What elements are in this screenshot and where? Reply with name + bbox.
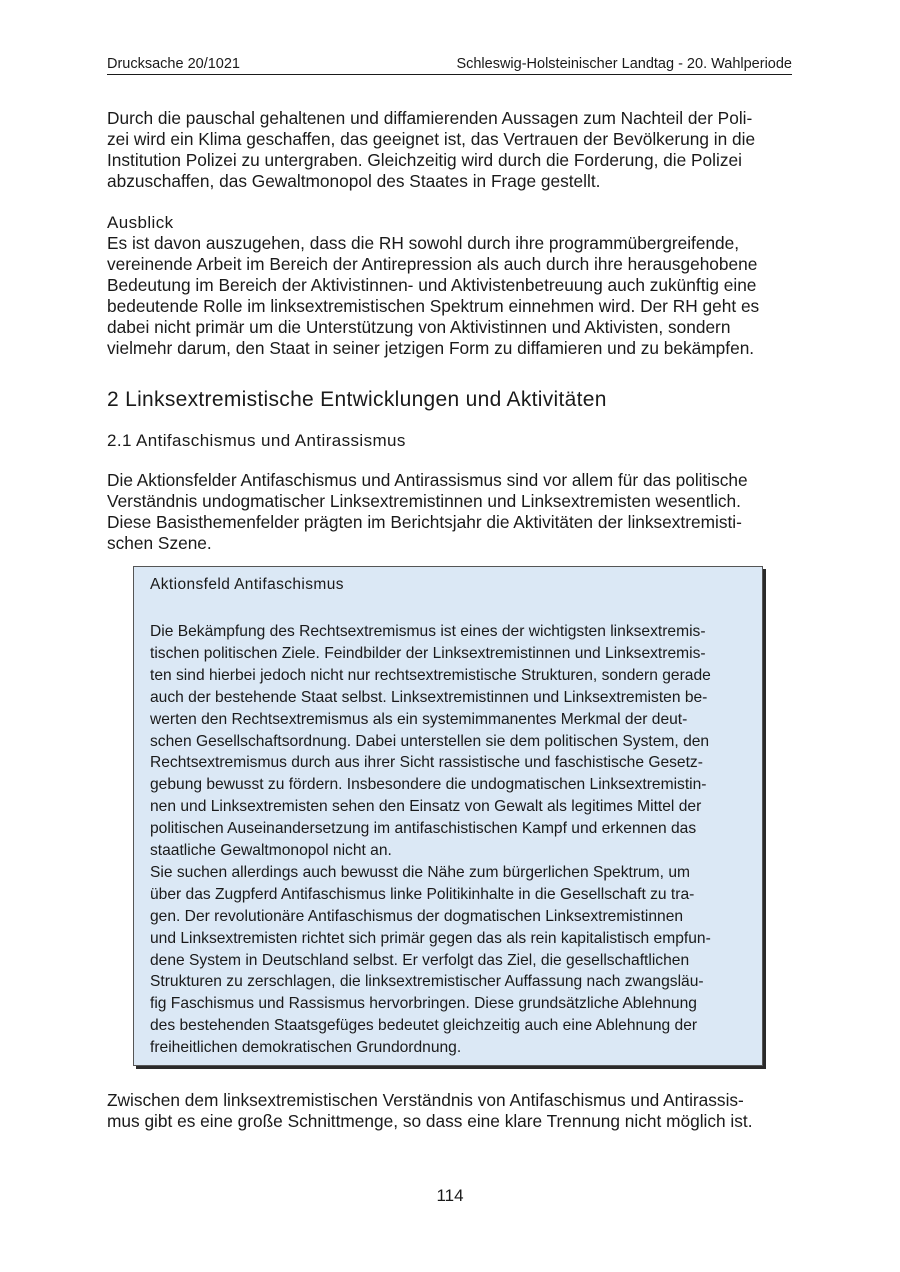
box-text-line: über das Zugpferd Antifaschismus linke Politikinhalte in die Gesellschaft zu tra- [150,885,695,903]
box-text-line: auch der bestehende Staat selbst. Linksextremistinnen und Linksextremisten be- [150,688,708,706]
text-line: mus gibt es eine große Schnittmenge, so dass eine klare Trennung nicht möglich ist. [107,1111,753,1131]
text-line: Diese Basisthemenfelder prägten im Berichtsjahr die Aktivitäten der linksextremisti- [107,512,742,532]
text-line: Bedeutung im Bereich der Aktivistinnen- und Aktivistenbetreuung auch zukünftig eine [107,275,757,295]
text-line: Es ist davon auszugehen, dass die RH sowohl durch ihre programmübergreifende, [107,233,740,253]
document-number: Drucksache 20/1021 [107,56,240,72]
box-text-line: Strukturen zu zerschlagen, die linksextremistischer Auffassung nach zwangsläu- [150,973,704,991]
text-line: vielmehr darum, den Staat in seiner jetzigen Form zu diffamieren und zu bekämpfen. [107,338,755,358]
box-text-line: werten den Rechtsextremismus als ein systemimmanentes Merkmal der deut- [150,710,688,728]
box-text-line: Die Bekämpfung des Rechtsextremismus ist eines der wichtigsten linksextremis- [150,623,706,640]
publisher-title: Schleswig-Holsteinischer Landtag - 20. Wahlperiode [456,56,792,72]
box-text-line: nen und Linksextremisten sehen den Einsatz von Gewalt als legitimes Mittel der [150,798,702,816]
text-line: zei wird ein Klima geschaffen, das geeignet ist, das Vertrauen der Bevölkerung in die [107,129,756,149]
box-text-line: Rechtsextremismus durch aus ihrer Sicht rassistische und faschistische Gesetz- [150,754,703,772]
box-text-line: fig Faschismus und Rassismus hervorbringen. Diese grundsätzliche Ablehnung [150,995,697,1013]
box-text-line: dene System in Deutschland selbst. Er verfolgt das Ziel, die gesellschaftlichen [150,951,690,969]
text-line: bedeutende Rolle im linksextremistischen Spektrum einnehmen wird. Der RH geht es [107,296,760,316]
box-text-line: politischen Auseinandersetzung im antifaschistischen Kampf und erkennen das [150,820,697,838]
text-line: dabei nicht primär um die Unterstützung von Aktivistinnen und Aktivisten, sondern [107,317,731,337]
text-line: vereinende Arbeit im Bereich der Antirepression als auch durch ihre herausgehobene [107,254,758,274]
text-line: Durch die pauschal gehaltenen und diffamierenden Aussagen zum Nachteil der Poli- [107,108,753,128]
box-text-line: freiheitlichen demokratischen Grundordnung. [150,1039,462,1057]
box-text-line: staatliche Gewaltmonopol nicht an. [150,842,392,859]
box-text-line: und Linksextremisten richtet sich primär gegen das als rein kapitalistisch empfun- [150,929,711,947]
box-text-line: ten sind hierbei jedoch nicht nur rechtsextremistische Strukturen, sondern gerade [150,666,711,684]
page-number: 114 [436,1186,464,1205]
text-line: Verständnis undogmatischer Linksextremistinnen und Linksextremisten wesentlich. [107,491,741,511]
box-text-line: schen Gesellschaftsordnung. Dabei unterstellen sie dem politischen System, den [150,732,710,750]
subsection-heading: 2.1 Antifaschismus und Antirassismus [107,431,406,450]
box-text-line: Sie suchen allerdings auch bewusst die Nähe zum bürgerlichen Spektrum, um [150,863,691,881]
box-text-line: des bestehenden Staatsgefüges bedeutet gleichzeitig auch eine Ablehnung der [150,1017,698,1035]
page-header [107,56,792,75]
section-heading: 2 Linksextremistische Entwicklungen und Aktivitäten [107,388,607,411]
text-line: Zwischen dem linksextremistischen Verständnis von Antifaschismus und Antirassis- [107,1090,744,1110]
info-box-title: Aktionsfeld Antifaschismus [150,576,344,593]
box-text-line: gebung bewusst zu fördern. Insbesondere die undogmatischen Linksextremistin- [150,776,707,794]
text-line: schen Szene. [107,533,212,553]
text-line: Die Aktionsfelder Antifaschismus und Antirassismus sind vor allem für das politische [107,470,748,490]
text-line: Institution Polizei zu untergraben. Gleichzeitig wird durch die Forderung, die Polizei [107,150,742,170]
ausblick-heading: Ausblick [107,213,174,232]
box-text-line: tischen politischen Ziele. Feindbilder der Linksextremistinnen und Linksextremis- [150,644,706,662]
box-text-line: gen. Der revolutionäre Antifaschismus der dogmatischen Linksextremistinnen [150,907,684,925]
text-line: abzuschaffen, das Gewaltmonopol des Staates in Frage gestellt. [107,171,601,191]
